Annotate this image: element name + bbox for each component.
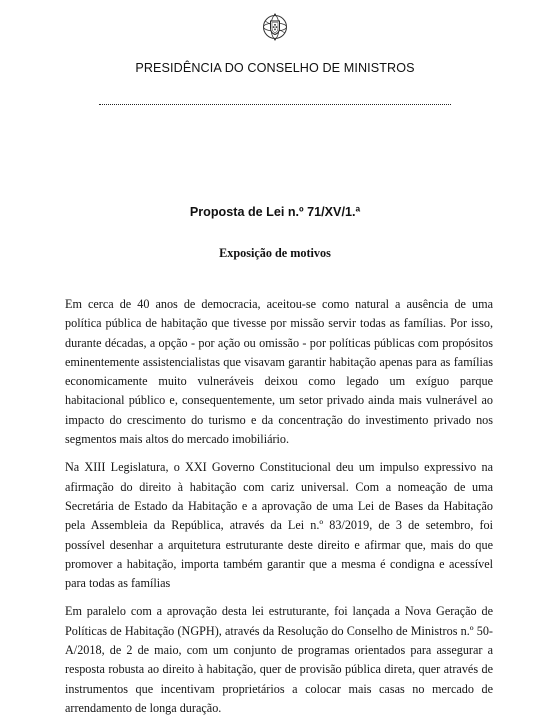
document-body bbox=[65, 295, 493, 727]
section-title: Exposição de motivos bbox=[219, 246, 331, 260]
header-title: PRESIDÊNCIA DO CONSELHO DE MINISTROS bbox=[135, 61, 415, 75]
document-title: Proposta de Lei n.º 71/XV/1.ª bbox=[189, 205, 361, 219]
paragraph: Em cerca de 40 anos de democracia, aceitou-se como natural a ausência de uma política pública de habitação que tivesse por missão servir todas as famílias. Por isso, durante décadas, a opção - por ação ou omissão - por políticas públicas com propósitos eminentemente assistencialistas que visavam garantir habitação apenas para as famílias economicamente muito vulneráveis deixou como legado um exíguo parque habitacional público e, consequentemente, um setor privado ainda mais vulnerável ao impacto do crescimento do turismo e da concentração do investimento privado nos segmentos mais altos do mercado imobiliário. bbox=[65, 297, 493, 447]
paragraph: Em paralelo com a aprovação desta lei estruturante, foi lançada a Nova Geração de Políticas de Habitação (NGPH), através da Resolução do Conselho de Ministros n.º 50-A/2018, de 2 de maio, com um conjunto de programas orientados para assegurar a resposta robusta ao direito à habitação, quer de provisão pública direta, quer através de instrumentos que incentivam proprietários a colocar mais casas no mercado de arrendamento de longa duração. bbox=[65, 604, 493, 715]
portuguese-coat-of-arms-icon bbox=[262, 12, 288, 42]
header-divider bbox=[99, 104, 451, 105]
paragraph: Na XIII Legislatura, o XXI Governo Constitucional deu um impulso expressivo na afirmação do direito à habitação com cariz universal. Com a nomeação de uma Secretária de Estado da Habitação e a aprovação de uma Lei de Bases da Habitação pela Assembleia da República, através da Lei n.º 83/2019, de 3 de setembro, foi possível desenhar a arquitetura estruturante deste direito e afirmar que, mais do que promover a habitação, importa também garantir que a mesma é condigna e acessível para todas as famílias bbox=[65, 460, 493, 591]
